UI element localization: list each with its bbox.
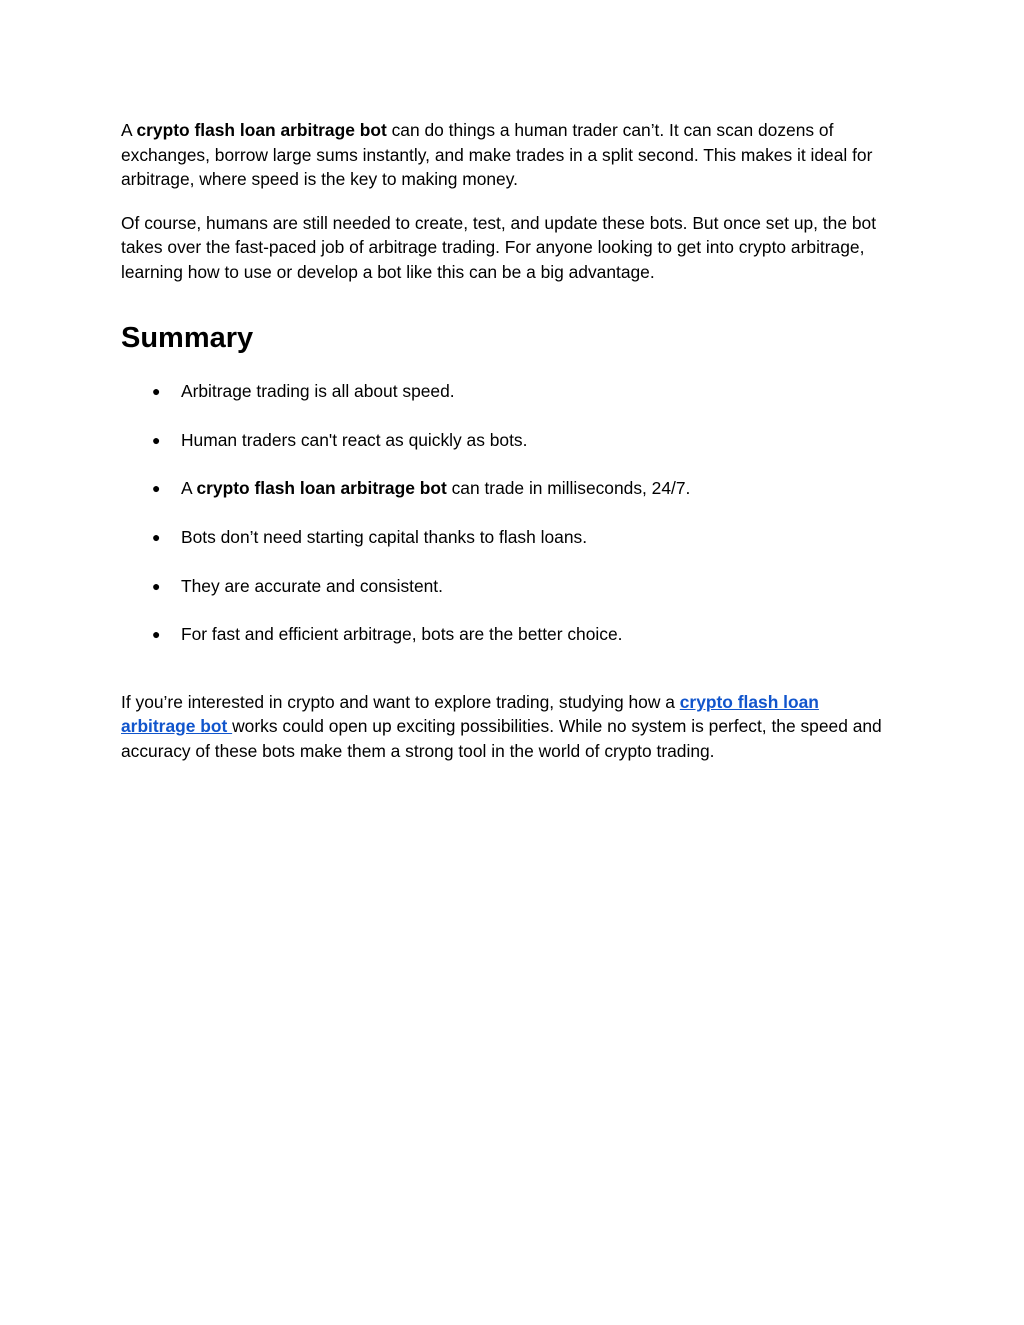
intro-paragraph-2: Of course, humans are still needed to create, test, and update these bots. But once set up, the bot takes over the fast-paced job of arbitrage trading. For anyone looking to get into crypto arbitrage, learning how to use or develop a bot like this can be a big advantage.	[121, 212, 877, 282]
list-item-text: They are accurate and consistent.	[181, 575, 443, 596]
closing-text-b: works could open up exciting possibilities. While no system is perfect, the speed and accuracy of these bots make them a strong tool in the world of crypto trading.	[121, 716, 882, 761]
intro-p1-bold-term: crypto flash loan arbitrage bot	[136, 120, 387, 140]
list-item	[121, 476, 896, 501]
closing-paragraph	[121, 690, 896, 764]
list-item-text: Bots don’t need starting capital thanks to flash loans.	[181, 527, 588, 548]
intro-p1-text-a: A	[121, 120, 137, 140]
bullet-icon: ●	[152, 626, 161, 643]
crypto-flash-loan-bot-link[interactable]: crypto flash loan arbitrage bot	[121, 691, 819, 737]
list-item	[121, 525, 896, 550]
document-page	[121, 118, 896, 763]
list-item	[121, 428, 896, 453]
list-item	[121, 574, 896, 599]
list-item-text: Arbitrage trading is all about speed.	[181, 381, 455, 401]
list-item	[121, 622, 896, 647]
list-item	[121, 379, 896, 404]
bullet-icon: ●	[152, 383, 161, 399]
list-item-text: A	[181, 478, 197, 499]
closing-text-a: If you’re interested in crypto and want to explore trading, studying how a	[121, 691, 680, 712]
intro-paragraph-1	[121, 118, 896, 192]
bullet-icon: ●	[152, 480, 161, 497]
list-item-text: For fast and efficient arbitrage, bots are the better choice.	[181, 624, 623, 645]
list-item-bold-term: crypto flash loan arbitrage bot	[196, 478, 447, 499]
bullet-icon: ●	[152, 577, 161, 594]
list-item-text-after: can trade in milliseconds, 24/7.	[446, 478, 691, 499]
bullet-icon: ●	[152, 529, 161, 546]
list-item-text: Human traders can't react as quickly as bots.	[181, 429, 528, 450]
summary-heading: Summary	[121, 322, 254, 354]
intro-p1-text-b: can do things a human trader can’t. It can scan dozens of exchanges, borrow large sums instantly, and make trades in a split second. This makes it ideal for arbitrage, where speed is the key to making money.	[121, 120, 873, 189]
bullet-icon: ●	[152, 431, 161, 448]
summary-list	[121, 379, 896, 647]
